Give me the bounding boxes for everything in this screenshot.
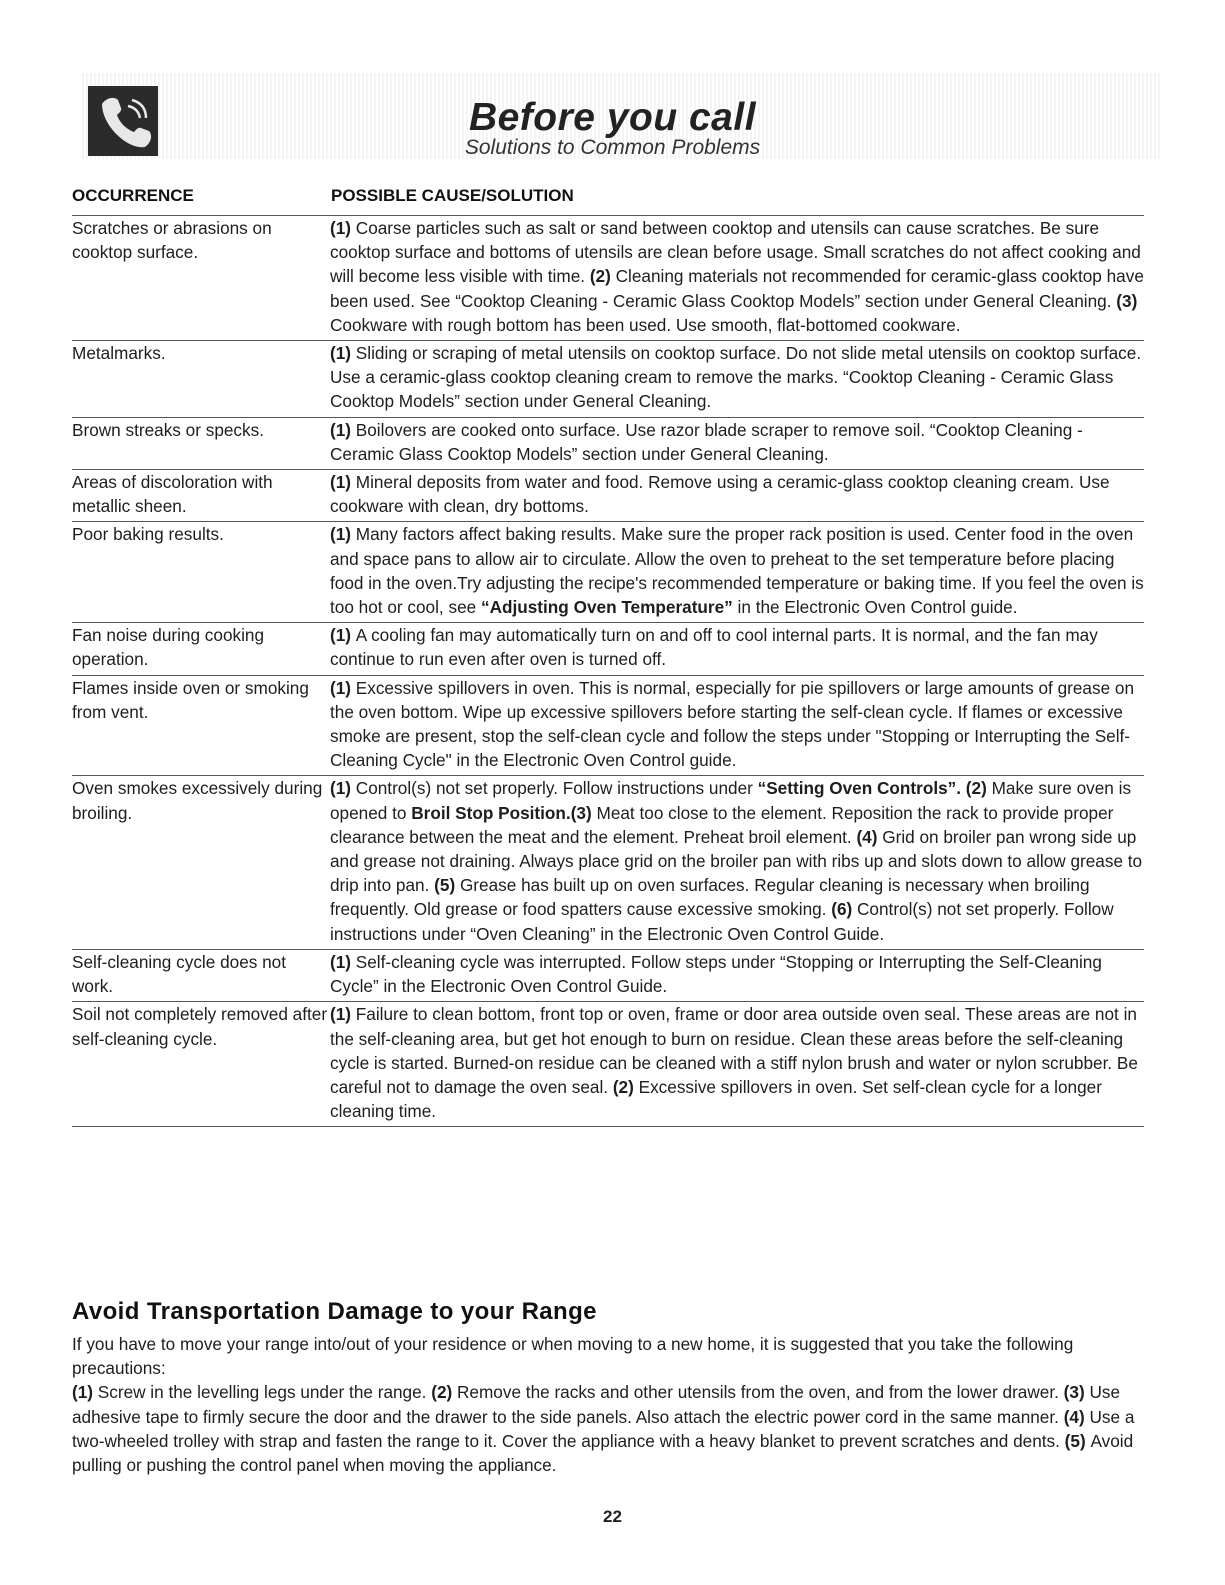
transport-section	[72, 1332, 1147, 1477]
step-text: Control(s) not set properly. Follow instructions under “Oven Cleaning” in the Electronic Oven Control Guide.	[330, 899, 1114, 944]
occurrence-cell: Soil not completely removed after self-cleaning cycle.	[72, 1004, 328, 1049]
step-text: Coarse particles such as salt or sand between cooktop and utensils can cause scratches. Be sure cooktop surface and bottoms of utensils are clean before usage. Small scratches do not affect cooking and will become less visible with time.	[330, 218, 1141, 287]
table-row	[72, 216, 1144, 341]
step-number: (1)	[330, 951, 356, 972]
table-row	[72, 341, 1144, 418]
table-row	[72, 1002, 1144, 1127]
column-header-solution: POSSIBLE CAUSE/SOLUTION	[331, 186, 574, 205]
step-text: Grid on broiler pan wrong side up and grease not draining. Always place grid on the broiler pan with ribs up and slots down to allow grease to drip into pan.	[330, 826, 1143, 896]
step-number: (1)	[330, 524, 356, 545]
step-text: Avoid pulling or pushing the control panel when moving the appliance.	[72, 1430, 1134, 1476]
step-number: (3)	[1116, 290, 1138, 311]
solution-cell	[330, 776, 1144, 949]
step-number: (5)	[434, 875, 460, 896]
step-number: (1)	[330, 677, 356, 698]
step-text: Excessive spillovers in oven. Set self-clean cycle for a longer cleaning time.	[330, 1076, 1102, 1122]
table-row	[72, 417, 1144, 469]
transport-intro: If you have to move your range into/out of your residence or when moving to a new home, it is suggested that you take the following precautions:	[72, 1334, 1074, 1379]
page-subtitle: Solutions to Common Problems	[464, 136, 761, 159]
step-number: Broil Stop Position.(3)	[411, 802, 597, 823]
step-number: (2)	[431, 1382, 458, 1403]
step-number: (4)	[856, 826, 883, 847]
step-number: (1)	[330, 778, 356, 799]
step-number: (4)	[1063, 1406, 1090, 1427]
occurrence-cell: Brown streaks or specks.	[72, 419, 264, 440]
solution-cell	[330, 1002, 1144, 1127]
step-number: (1)	[72, 1382, 98, 1403]
page-number: 22	[603, 1507, 622, 1526]
step-number: (2)	[612, 1076, 639, 1097]
step-text: Screw in the levelling legs under the range.	[97, 1382, 432, 1403]
step-text: Cookware with rough bottom has been used. Use smooth, flat-bottomed cookware.	[330, 314, 961, 335]
step-text: Boilovers are cooked onto surface. Use razor blade scraper to remove soil. “Cooktop Cleaning - Ceramic Glass Cooktop Models” section under General Cleaning.	[330, 419, 1083, 464]
step-number: (2)	[589, 266, 616, 287]
step-text: Use a two-wheeled trolley with strap and fasten the range to it. Cover the appliance with a heavy blanket to prevent scratches and dents.	[72, 1406, 1135, 1451]
table-row	[72, 776, 1144, 949]
table-row	[72, 522, 1144, 623]
occurrence-cell: Poor baking results.	[72, 524, 224, 545]
step-number: (6)	[831, 899, 858, 920]
occurrence-cell: Metalmarks.	[72, 343, 166, 364]
step-text: Sliding or scraping of metal utensils on cooktop surface. Do not slide metal utensils on cooktop surface. Use a ceramic-glass cooktop cleaning cream to remove the marks. “Cooktop Cleaning - Ceramic Glass Cooktop Models” section under General Cleaning.	[330, 343, 1142, 412]
table-row	[72, 470, 1144, 522]
step-text: Grease has built up on oven surfaces. Regular cleaning is necessary when broiling frequently. Old grease or food spatters cause excessive smoking.	[330, 875, 1090, 920]
troubleshooting-table	[72, 215, 1144, 1127]
step-text: Mineral deposits from water and food. Remove using a ceramic-glass cooktop cleaning cream. Use cookware with clean, dry bottoms.	[330, 472, 1110, 517]
step-text: Excessive spillovers in oven. This is normal, especially for pie spillovers or large amounts of grease on the oven bottom. Wipe up excessive spillovers before starting the self-clean cycle. If flames or excessive smoke are present, stop the self-clean cycle and follow the steps under "Stopping or Interrupting the Self-Cleaning Cycle" in the Electronic Oven Control guide.	[330, 677, 1135, 771]
table-row	[72, 675, 1144, 776]
solution-cell	[330, 470, 1144, 522]
table-row	[72, 949, 1144, 1001]
step-text: Use adhesive tape to firmly secure the door and the drawer to the side panels. Also attach the electric power cord in the same manner.	[72, 1382, 1121, 1427]
occurrence-cell: Scratches or abrasions on cooktop surface.	[72, 218, 272, 263]
step-number: “Adjusting Oven Temperature”	[480, 597, 733, 618]
solution-cell	[330, 522, 1144, 623]
occurrence-cell: Areas of discoloration with metallic sheen.	[72, 472, 273, 517]
occurrence-cell: Flames inside oven or smoking from vent.	[72, 677, 309, 722]
step-text: Meat too close to the element. Reposition the rack to provide proper clearance between the meat and the element. Preheat broil element.	[330, 802, 1114, 847]
occurrence-cell: Self-cleaning cycle does not work.	[72, 951, 287, 997]
solution-cell	[330, 341, 1144, 418]
step-number: “Setting Oven Controls”. (2)	[757, 778, 992, 799]
occurrence-cell: Oven smokes excessively during broiling.	[72, 778, 323, 823]
step-text: in the Electronic Oven Control guide.	[732, 597, 1018, 618]
step-text: Self-cleaning cycle was interrupted. Follow steps under “Stopping or Interrupting the Self-Cleaning Cycle” in the Electronic Oven Control Guide.	[330, 951, 1102, 997]
step-text: A cooling fan may automatically turn on and off to cool internal parts. It is normal, and the fan may continue to run even after oven is turned off.	[330, 625, 1098, 670]
section-title: Avoid Transportation Damage to your Range	[72, 1298, 597, 1325]
step-number: (3)	[1063, 1382, 1090, 1403]
solution-cell	[330, 216, 1144, 341]
step-text: Failure to clean bottom, front top or oven, frame or door area outside oven seal. These areas are not in the self-cleaning area, but get hot enough to burn on residue. Clean these areas before the self-cleaning cycle is started. Burned-on residue can be cleaned with a stiff nylon brush and water or nylon scrubber. Be careful not to damage the oven seal.	[330, 1004, 1138, 1097]
step-text: Remove the racks and other utensils from the oven, and from the lower drawer.	[457, 1382, 1064, 1403]
step-number: (5)	[1064, 1430, 1091, 1451]
step-number: (1)	[330, 343, 356, 364]
step-text: Cleaning materials not recommended for ceramic-glass cooktop have been used. See “Cooktop Cleaning - Ceramic Glass Cooktop Models” section under General Cleaning.	[330, 266, 1144, 311]
solution-cell	[330, 623, 1144, 675]
column-header-occurrence: OCCURRENCE	[72, 186, 194, 205]
step-text: Control(s) not set properly. Follow instructions under	[355, 778, 758, 799]
occurrence-cell: Fan noise during cooking operation.	[72, 625, 265, 670]
transport-steps	[72, 1380, 1147, 1477]
step-number: (1)	[330, 625, 356, 646]
step-text: Make sure oven is opened to	[330, 778, 1132, 823]
step-text: Many factors affect baking results. Make sure the proper rack position is used. Center food in the oven and space pans to allow air to circulate. Allow the oven to preheat to the set temperature before placing food in the oven.Try adjusting the recipe's recommended temperature or baking time. If you feel the oven is too hot or cool, see	[330, 524, 1144, 618]
solution-cell	[330, 949, 1144, 1001]
page-title: Before you call	[468, 96, 757, 139]
step-number: (1)	[330, 472, 356, 493]
solution-cell	[330, 417, 1144, 469]
step-number: (1)	[330, 218, 356, 238]
table-row	[72, 623, 1144, 675]
step-number: (1)	[330, 419, 356, 440]
solution-cell	[330, 675, 1144, 776]
step-number: (1)	[330, 1004, 356, 1025]
